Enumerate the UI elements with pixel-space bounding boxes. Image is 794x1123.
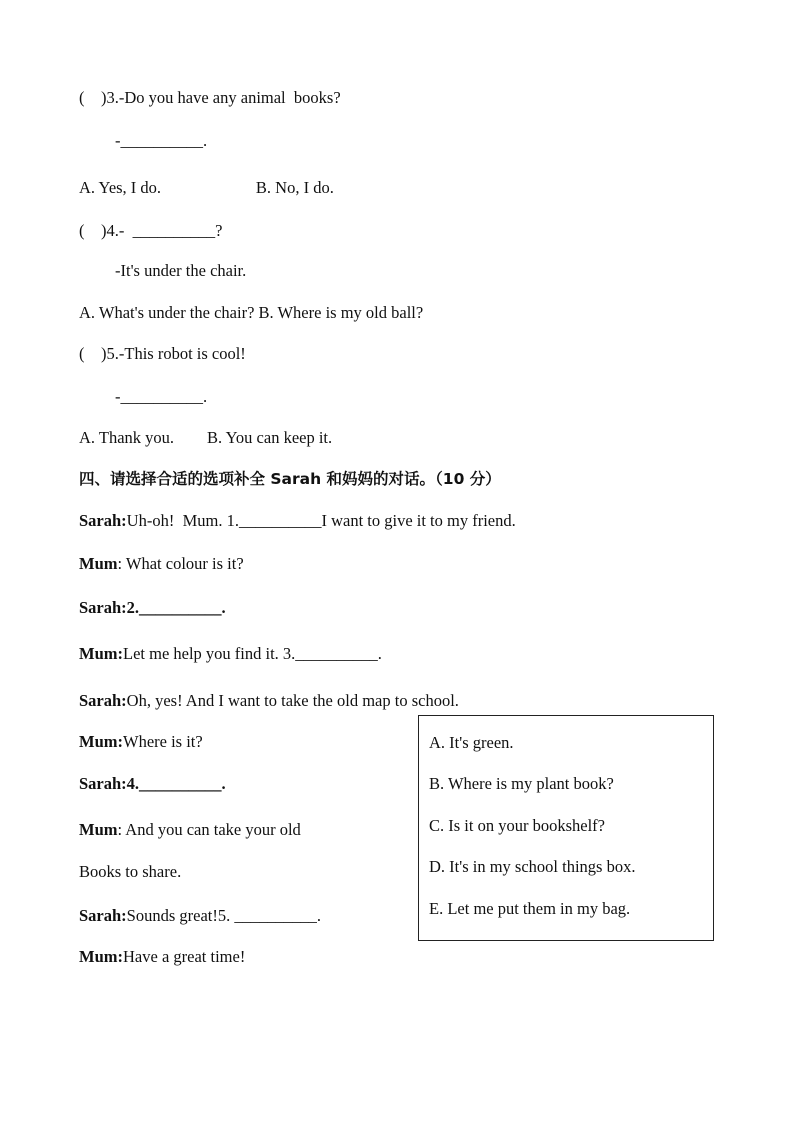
choices-box: [418, 715, 714, 941]
utterance: Let me help you find it. 3.__________.: [123, 644, 382, 663]
q4-stem: [79, 221, 222, 241]
utterance: Where is it?: [123, 732, 203, 751]
q3-stem: ( )3.-Do you have any animal books?: [79, 88, 341, 107]
q3-answer-blank: -__________.: [115, 131, 208, 150]
q5-options: A. Thank you. B. You can keep it.: [79, 428, 333, 447]
utterance: Books to share.: [79, 862, 182, 881]
speaker: Sarah:: [79, 691, 127, 710]
speaker: Mum:: [79, 947, 123, 966]
speaker: Sarah:: [79, 906, 127, 925]
choice-item: B. Where is my plant book?: [429, 774, 614, 793]
dialogue-line: [79, 947, 245, 967]
dialogue-line: [79, 554, 244, 574]
q5-answer-blank: -__________.: [115, 387, 208, 406]
q4-stem-prefix: ( )4.-: [79, 221, 133, 240]
speaker: Sarah:: [79, 774, 127, 793]
speaker: Mum: [79, 554, 118, 573]
choice-item: A. It's green.: [429, 733, 514, 752]
dialogue-line: [79, 862, 181, 882]
dialogue-line: [79, 774, 226, 794]
dialogue-line: [79, 511, 516, 531]
utterance: Oh, yes! And I want to take the old map to school.: [126, 691, 459, 710]
q5-stem: ( )5.-This robot is cool!: [79, 344, 246, 363]
choice-item: C. Is it on your bookshelf?: [429, 816, 605, 835]
utterance: Sounds great!5. __________.: [126, 906, 321, 925]
utterance: 2.__________.: [126, 598, 226, 617]
utterance: : And you can take your old: [117, 820, 301, 839]
speaker: Mum:: [79, 644, 123, 663]
dialogue-line: [79, 732, 203, 752]
choice-item: D. It's in my school things box.: [429, 857, 636, 876]
utterance: 4.__________.: [126, 774, 226, 793]
dialogue-line: [79, 906, 321, 926]
dialogue-line: [79, 598, 226, 618]
dialogue-line: [79, 691, 459, 711]
dialogue-line: [79, 644, 382, 664]
q3-options: A. Yes, I do. B. No, I do.: [79, 178, 334, 197]
utterance: Uh-oh! Mum. 1.__________I want to give it to my friend.: [126, 511, 516, 530]
choice-item: E. Let me put them in my bag.: [429, 899, 631, 918]
speaker: Mum:: [79, 732, 123, 751]
utterance: Have a great time!: [123, 947, 246, 966]
q4-answer: -It's under the chair.: [115, 261, 247, 280]
speaker: Sarah:: [79, 598, 127, 617]
speaker: Sarah:: [79, 511, 127, 530]
section-4-title: 四、请选择合适的选项补全 Sarah 和妈妈的对话。（10 分）: [79, 470, 501, 488]
q4-stem-blank: __________?: [132, 221, 223, 240]
utterance: : What colour is it?: [117, 554, 244, 573]
speaker: Mum: [79, 820, 118, 839]
dialogue-line: [79, 820, 301, 840]
q4-options: A. What's under the chair? B. Where is my old ball?: [79, 303, 424, 322]
